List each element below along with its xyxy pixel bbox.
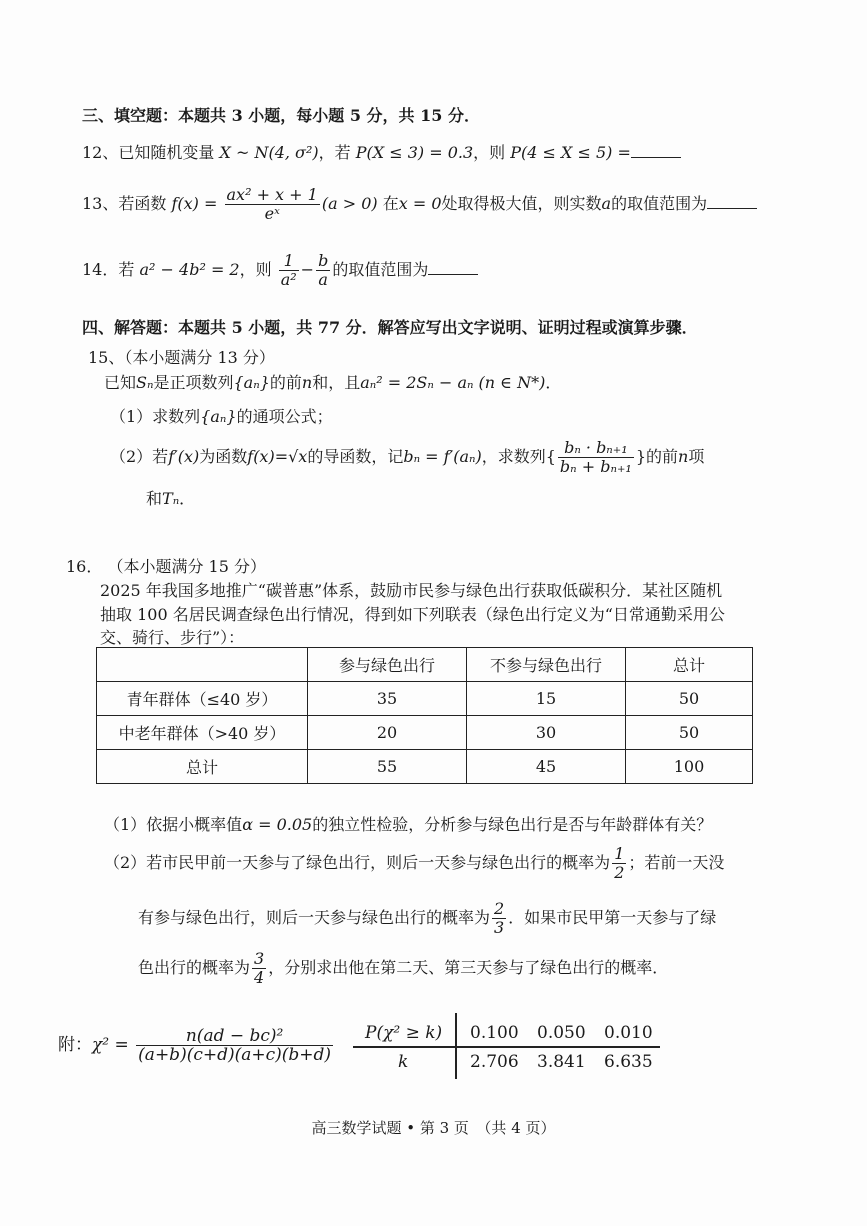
table-header-row [97, 648, 753, 682]
table-cell: 20 [308, 716, 467, 750]
answer-blank [428, 260, 478, 275]
table-cell: 参与绿色出行 [308, 648, 467, 682]
table-cell [97, 648, 308, 682]
table-cell: 15 [467, 682, 626, 716]
section3-heading: 三、填空题：本题共 3 小题，每小题 5 分，共 15 分． [82, 106, 480, 125]
question-15-header: 15、（本小题满分 13 分） [88, 348, 275, 367]
question-12: 12、已知随机变量 X ~ N(4, σ²)，若 P(X ≤ 3) = 0.3，则 P(4 ≤ X ≤ 5) = [82, 142, 681, 164]
question-16-part2-l2: 有参与绿色出行，则后一天参与绿色出行的概率为 $\frac{2}{3}$ ．如果市民甲第一天参与了绿 [138, 899, 717, 937]
question-15-part1: （1）求数列{aₙ}的通项公式； [110, 407, 333, 426]
fraction: $\frac{1}{2}$ [614, 844, 625, 882]
table-cell: 青年群体（≤40 岁） [97, 682, 308, 716]
table-cell: 中老年群体（>40 岁） [97, 716, 308, 750]
question-16-line3: 交、骑行、步行”）： [100, 628, 245, 647]
table-cell: 100 [626, 750, 753, 784]
table-cell: 50 [626, 682, 753, 716]
answer-blank [631, 143, 681, 158]
fraction: $\frac{b}{a}$ [318, 251, 329, 289]
question-16-line2: 抽取 100 名居民调查绿色出行情况，得到如下列联表（绿色出行定义为“日常通勤采用公 [100, 605, 725, 624]
answer-blank [707, 194, 757, 209]
table-cell: 30 [467, 716, 626, 750]
table-cell: 55 [308, 750, 467, 784]
table-row [97, 750, 753, 784]
fraction: $\frac{1}{\text{a²}}$ [280, 251, 297, 289]
question-16-header: 16． （本小题满分 15 分） [66, 557, 267, 576]
section4-heading: 四、解答题：本题共 5 小题，共 77 分．解答应写出文字说明、证明过程或演算步骤． [82, 318, 698, 337]
question-14: 14．若 a² − 4b² = 2，则 $\frac{1}{\text{a²}}$ − $\frac{b}{a}$ 的取值范围为 [82, 250, 478, 290]
table-row [97, 682, 753, 716]
fraction: $\frac{3}{4}$ [254, 949, 265, 987]
contingency-table [96, 647, 753, 784]
p-value: 0.010 [604, 1023, 653, 1043]
p-value: 0.050 [537, 1023, 586, 1043]
question-15-stem: 已知Sₙ是正项数列{aₙ}的前n和，且aₙ² = 2Sₙ − aₙ (n ∈ N*)． [104, 373, 562, 392]
fraction: $\frac{\text{ax² + x + 1}}{\text{eˣ}}$ [226, 185, 318, 223]
critical-p-label: P(χ² ≥ k) [365, 1023, 443, 1043]
table-cell: 50 [626, 716, 753, 750]
fraction: $\frac{\text{n(ad − bc)²}}{(a+b)(c+d)(a+c)(b+d)}$ [138, 1026, 332, 1065]
k-value: 2.706 [470, 1052, 519, 1072]
question-15-part2: （2）若f′(x)为函数f(x)=√x的导函数，记bₙ = f′(aₙ)，求数列{ $\frac{\text{bₙ · bₙ₊₁}}{\text{bₙ + bₙ₊₁}}$ }的前n项 [110, 438, 705, 476]
question-16-part2: （2）若市民甲前一天参与了绿色出行，则后一天参与绿色出行的概率为 $\frac{1}{2}$ ；若前一天没 [104, 844, 725, 882]
k-value: 6.635 [604, 1052, 653, 1072]
appendix-formula: 附：χ² = $\frac{\text{n(ad − bc)²}}{(a+b)(c+d)(a+c)(b+d)}$ [58, 1026, 332, 1065]
p-value: 0.100 [470, 1023, 519, 1043]
page-footer: 高三数学试题 • 第 3 页 （共 4 页） [311, 1119, 556, 1137]
question-16-part2-l3: 色出行的概率为 $\frac{3}{4}$ ，分别求出他在第二天、第三天参与了绿色出行的概率． [138, 949, 669, 987]
critical-table-rule [353, 1046, 660, 1048]
table-cell: 45 [467, 750, 626, 784]
question-15-part2-cont: 和Tₙ． [146, 489, 196, 508]
table-cell: 总计 [97, 750, 308, 784]
fraction: $\frac{\text{bₙ · bₙ₊₁}}{\text{bₙ + bₙ₊₁}}$ [559, 438, 632, 476]
critical-k-label: k [398, 1052, 409, 1072]
question-13: 13、若函数 f(x) = $\frac{\text{ax² + x + 1}}{\text{eˣ}}$ (a > 0) 在x = 0处取得极大值，则实数a的取值范围为 [82, 184, 757, 224]
question-16-part1: （1）依据小概率值α = 0.05的独立性检验，分析参与绿色出行是否与年龄群体有关？ [104, 815, 713, 834]
table-cell: 总计 [626, 648, 753, 682]
table-row [97, 716, 753, 750]
k-value: 3.841 [537, 1052, 586, 1072]
table-cell: 不参与绿色出行 [467, 648, 626, 682]
question-16-line1: 2025 年我国多地推广“碳普惠”体系，鼓励市民参与绿色出行获取低碳积分．某社区随机 [100, 581, 723, 600]
fraction: $\frac{2}{3}$ [494, 899, 505, 937]
table-cell: 35 [308, 682, 467, 716]
